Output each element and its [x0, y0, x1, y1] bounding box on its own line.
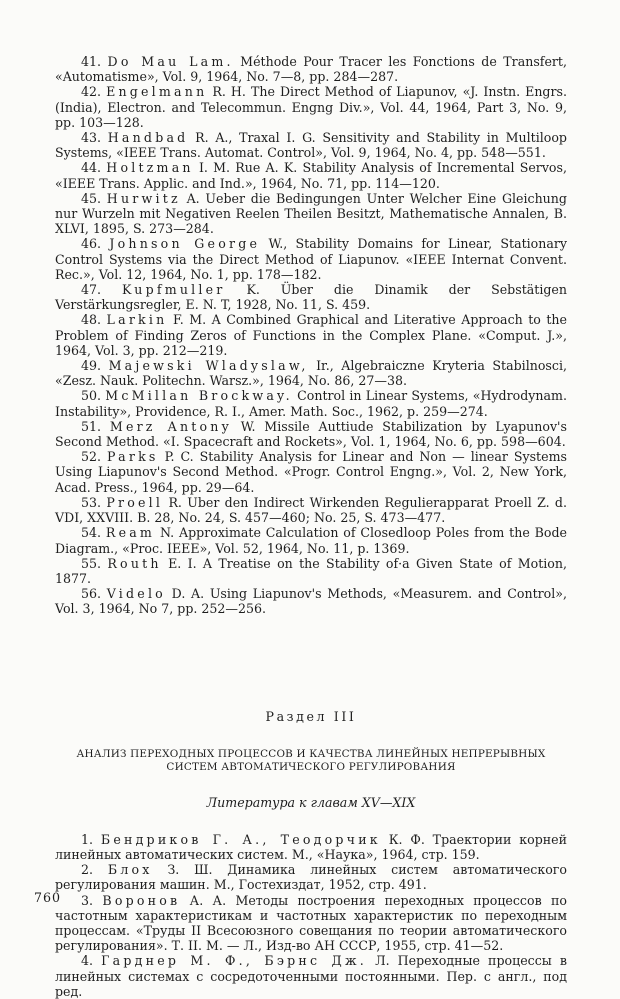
reference-number: 53.: [81, 494, 102, 510]
reference-text: Ir., Algebraiczne Kryteria Stabilnosci, «Zesz. Nauk. Politechn. Warsz.», 1964, No. 86, 27—38.: [55, 358, 567, 389]
reference-text: К. Ф. Траектории корней линейных автоматических систем. М., «Наука», 1964, стр. 159.: [55, 831, 567, 862]
reference-number: 43.: [81, 130, 102, 146]
reference-text: N. Approximate Calculation of Closedloop Poles from the Bode Diagram., «Proc. IEEE», Vol. 52, 1964, No. 11, p. 1369.: [55, 525, 567, 556]
reference-author: Videlo: [106, 586, 166, 602]
reference-author: Johnson George: [109, 236, 261, 252]
reference-author: Hurwitz: [106, 190, 181, 206]
reference-number: 52.: [81, 449, 102, 465]
reference-author: Гарднер М. Ф., Бэрнс Дж.: [101, 953, 367, 969]
reference-text: Méthode Pour Tracer les Fonctions de Transfert, «Automatisme», Vol. 9, 1964, No. 7—8, pp. 284—287.: [55, 54, 567, 85]
reference-text: Л. Переходные процессы в линейных системах с сосредоточенными постоянными. Пер. с англ., под ред.: [55, 953, 567, 999]
reference-item: [55, 312, 567, 358]
reference-author: Majewski Wladyslaw,: [108, 358, 309, 374]
reference-text: R. H. The Direct Method of Liapunov, «J. Instn. Engrs. (India), Electron. and Telecommun. Engng Div.», Vol. 44, 1964, Part 3, No. 9, pp. 103—128.: [55, 84, 567, 130]
reference-text: Control in Linear Systems, «Hydrodynam. Instability», Providence, R. I., Amer. Math. Soc., 1962, p. 259—274.: [55, 388, 567, 419]
reference-number: 48.: [81, 312, 102, 328]
reference-item: [55, 586, 567, 616]
reference-list-english: [55, 54, 567, 617]
reference-item: [55, 862, 567, 892]
reference-number: 51.: [81, 418, 102, 434]
section-title-line: АНАЛИЗ ПЕРЕХОДНЫХ ПРОЦЕССОВ И КАЧЕСТВА ЛИНЕЙНЫХ НЕПРЕРЫВНЫХ: [76, 747, 546, 760]
reference-number: 3.: [81, 892, 94, 908]
reference-author: McMillan Brockway.: [105, 388, 293, 404]
reference-item: [55, 358, 567, 388]
reference-author: Handbad: [107, 130, 189, 146]
reference-item: [55, 449, 567, 495]
reference-number: 56.: [81, 586, 102, 602]
reference-item: [55, 84, 567, 130]
reference-item: [55, 832, 567, 862]
reference-author: Holtzman: [106, 160, 194, 176]
reference-item: [55, 236, 567, 282]
reference-number: 1.: [81, 831, 94, 847]
reference-number: 46.: [81, 236, 102, 252]
reference-author: Larkin: [106, 312, 168, 328]
reference-item: [55, 160, 567, 190]
reference-item: [55, 495, 567, 525]
reference-text: R. A., Traxal I. G. Sensitivity and Stability in Multiloop Systems, «IEEE Trans. Automat. Control», Vol. 9, 1964, No. 4, pp. 548—551.: [55, 130, 567, 161]
reference-author: Proell: [106, 494, 164, 510]
reference-number: 50.: [81, 388, 102, 404]
reference-text: R. Uber den Indirect Wirkenden Regulierapparat Proell Z. d. VDI, XXVIII. B. 28, No. 24, S. 457—460; No. 25, S. 473—477.: [55, 494, 568, 526]
reference-list-russian: [55, 832, 567, 999]
reference-number: 47.: [81, 282, 102, 298]
reference-number: 45.: [81, 190, 102, 206]
reference-number: 55.: [81, 555, 102, 571]
reference-item: [55, 953, 567, 999]
reference-text: K. Über die Dinamik der Sebstätigen Verstärkungsregler, E. N. T, 1928, No. 11, S. 459.: [55, 282, 567, 313]
section-title: [55, 748, 567, 775]
reference-text: F. M. A Combined Graphical and Literative Approach to the Problem of Finding Zeros of Functions in the Complex Plane. «Comput. J.», 1964, Vol. 3, pp. 212—219.: [55, 312, 567, 358]
page-body: [55, 54, 567, 999]
reference-text: A. Ueber die Bedingungen Unter Welcher Eine Gleichung nur Wurzeln mit Negativen Reelen Theilen Besitzt, Mathematische Annalen, B. XLVI, 1895, S. 273—284.: [55, 190, 567, 237]
reference-text: W., Stability Domains for Linear, Stationary Control Systems via the Direct Method of Liapunov. «IEEE Internat Convent. Rec.», Vol. 12, 1964, No. 1, pp. 178—182.: [55, 236, 568, 282]
reference-item: [55, 556, 567, 586]
reference-number: 49.: [81, 358, 102, 374]
page-number: 760: [34, 890, 62, 905]
reference-item: [55, 893, 567, 954]
reference-text: А. А. Методы построения переходных процессов по частотным характеристикам и частотных характеристик по переходным процессам. «Труды II Всесоюзного совещания по теории автоматического регулирования». Т. II. М. — Л., Изд-во АН СССР, 1955, стр. 41—52.: [55, 892, 567, 954]
reference-author: Merz Antony: [109, 418, 232, 434]
reference-text: D. A. Using Liapunov's Methods, «Measurem. and Control», Vol. 3, 1964, No 7, pp. 252—256.: [55, 586, 567, 617]
reference-author: Routh: [107, 555, 162, 571]
reference-author: Parks: [107, 449, 159, 465]
reference-author: Бендриков Г. А., Теодорчик: [100, 831, 381, 847]
section-title-line: СИСТЕМ АВТОМАТИЧЕСКОГО РЕГУЛИРОВАНИЯ: [166, 761, 456, 774]
reference-author: Блох: [107, 862, 153, 878]
reference-item: [55, 282, 567, 312]
reference-text: P. C. Stability Analysis for Linear and Non — linear Systems Using Liapunov's Second Method. «Progr. Control Engng.», Vol. 2, New York, Acad. Press., 1964, pp. 29—64.: [55, 449, 567, 495]
reference-number: 41.: [81, 54, 102, 69]
reference-text: З. Ш. Динамика линейных систем автоматического регулирования машин. М., Гостехиздат, 1952, стр. 491.: [55, 862, 567, 893]
reference-item: [55, 525, 567, 555]
reference-author: Kupfmuller: [121, 282, 226, 298]
section-heading: Раздел III: [265, 708, 357, 724]
reference-item: [55, 191, 567, 237]
reference-author: Engelmann: [106, 84, 208, 100]
reference-number: 2.: [81, 862, 94, 878]
reference-author: Ream: [105, 525, 156, 541]
reference-text: E. I. A Treatise on the Stability of·a Given State of Motion, 1877.: [55, 555, 567, 586]
reference-number: 42.: [81, 84, 102, 100]
reference-number: 54.: [81, 525, 102, 541]
reference-item: [55, 54, 567, 84]
reference-text: W. Missile Auttiude Stabilization by Lyapunov's Second Method. «I. Spacecraft and Rockets», Vol. 1, 1964, No. 6, pp. 598—604.: [55, 418, 567, 450]
reference-number: 44.: [81, 160, 102, 176]
reference-item: [55, 419, 567, 449]
reference-author: Do Mau Lam.: [107, 54, 234, 69]
reference-item: [55, 388, 567, 418]
literature-heading: Литература к главам XV—XIX: [206, 794, 416, 810]
reference-item: [55, 130, 567, 160]
reference-number: 4.: [81, 953, 94, 969]
reference-author: Воронов: [102, 892, 181, 908]
reference-text: I. M. Rue A. K. Stability Analysis of Incremental Servos, «IEEE Trans. Applic. and Ind.», 1964, No. 71, pp. 114—120.: [55, 160, 567, 191]
